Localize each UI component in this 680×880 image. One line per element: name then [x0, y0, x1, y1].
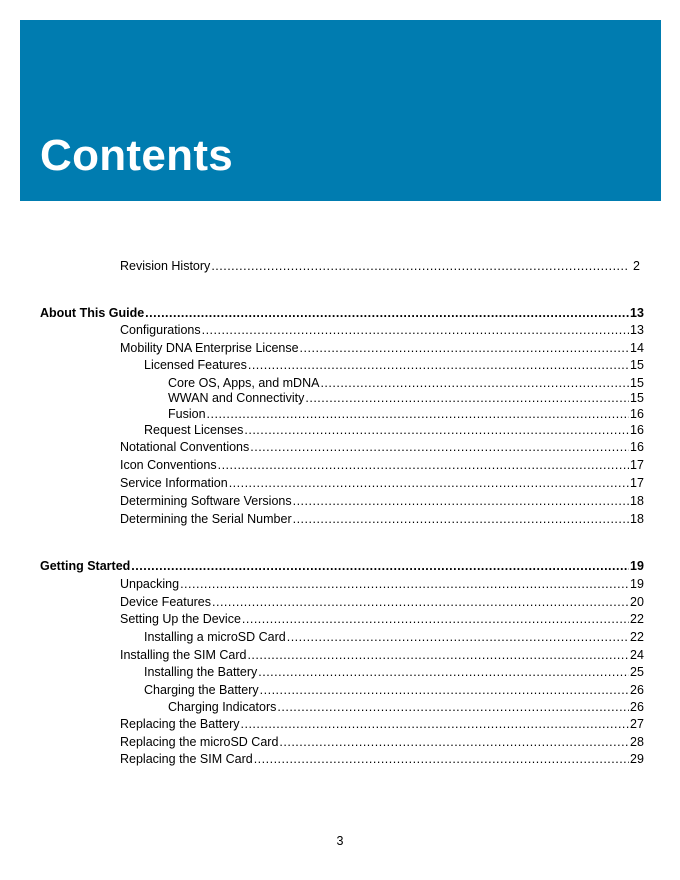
toc-leader	[145, 306, 629, 321]
toc-entry-installing-battery[interactable]	[144, 664, 644, 680]
toc-entry-configurations[interactable]	[120, 322, 644, 338]
toc-leader	[180, 577, 629, 592]
toc-entry-core-os-apps-mdna[interactable]	[168, 375, 644, 391]
toc-leader	[244, 423, 629, 438]
toc-leader	[247, 648, 629, 663]
toc-entry-service-information[interactable]	[120, 475, 644, 491]
toc-entry-installing-microsd[interactable]	[144, 629, 644, 645]
toc-leader	[250, 440, 629, 455]
toc-leader	[277, 700, 629, 715]
toc-leader	[248, 358, 629, 373]
toc-leader	[242, 612, 629, 627]
toc-leader	[258, 665, 629, 680]
toc-entry-page: 16	[630, 440, 644, 454]
toc-entry-fusion[interactable]	[168, 406, 644, 422]
toc-entry-page: 29	[630, 752, 644, 766]
page-number: 3	[336, 834, 344, 848]
toc-entry-page: 2	[633, 259, 640, 273]
toc-chapter-page: 13	[630, 306, 644, 320]
toc-leader	[279, 735, 629, 750]
toc-entry-title: Service Information	[120, 476, 228, 490]
toc-entry-title: WWAN and Connectivity	[168, 391, 305, 405]
toc-entry-revision-history[interactable]	[120, 258, 640, 274]
toc-leader	[305, 391, 629, 406]
toc-entry-page: 22	[630, 612, 644, 626]
toc-entry-title: Replacing the microSD Card	[120, 735, 279, 749]
toc-entry-page: 28	[630, 735, 644, 749]
toc-entry-page: 15	[630, 391, 644, 405]
toc-leader	[202, 323, 629, 338]
toc-entry-page: 15	[630, 376, 644, 390]
toc-leader	[293, 512, 629, 527]
toc-entry-title: Device Features	[120, 595, 212, 609]
toc-entry-replacing-sim[interactable]	[120, 751, 644, 767]
toc-entry-title: Replacing the SIM Card	[120, 752, 253, 766]
toc-chapter-getting-started[interactable]	[40, 558, 644, 574]
toc-leader	[293, 494, 629, 509]
toc-entry-charging-battery[interactable]	[144, 682, 644, 698]
toc-entry-page: 15	[630, 358, 644, 372]
toc-entry-serial-number[interactable]	[120, 511, 644, 527]
toc-entry-page: 26	[630, 683, 644, 697]
toc-leader	[254, 752, 629, 767]
toc-leader	[287, 630, 629, 645]
toc-entry-charging-indicators[interactable]	[168, 699, 644, 715]
toc-leader	[229, 476, 629, 491]
toc-entry-page: 25	[630, 665, 644, 679]
toc-chapter-about-this-guide[interactable]	[40, 305, 644, 321]
toc-entry-installing-sim[interactable]	[120, 647, 644, 663]
toc-entry-title: Installing a microSD Card	[144, 630, 286, 644]
toc-entry-software-versions[interactable]	[120, 493, 644, 509]
toc-entry-replacing-microsd[interactable]	[120, 734, 644, 750]
toc-leader	[300, 341, 629, 356]
toc-entry-page: 20	[630, 595, 644, 609]
toc-entry-title: Fusion	[168, 407, 206, 421]
toc-entry-title: Installing the SIM Card	[120, 648, 247, 662]
toc-entry-title: Mobility DNA Enterprise License	[120, 341, 299, 355]
toc-entry-title: Notational Conventions	[120, 440, 250, 454]
toc-entry-page: 16	[630, 423, 644, 437]
toc-chapter-title: Getting Started	[40, 559, 131, 573]
toc-entry-notational-conventions[interactable]	[120, 439, 644, 455]
toc-leader	[207, 407, 629, 422]
toc-entry-page: 22	[630, 630, 644, 644]
toc-entry-page: 18	[630, 512, 644, 526]
toc-leader	[260, 683, 629, 698]
toc-entry-title: Setting Up the Device	[120, 612, 241, 626]
toc-entry-wwan-connectivity[interactable]	[168, 390, 644, 406]
toc-entry-icon-conventions[interactable]	[120, 457, 644, 473]
header-banner	[20, 20, 661, 201]
toc-entry-page: 13	[630, 323, 644, 337]
toc-entry-setting-up-device[interactable]	[120, 611, 644, 627]
toc-leader	[241, 717, 629, 732]
toc-entry-title: Unpacking	[120, 577, 180, 591]
toc-entry-licensed-features[interactable]	[144, 357, 644, 373]
toc-leader	[320, 376, 629, 391]
page-title: Contents	[40, 131, 234, 180]
toc-entry-mobility-dna-license[interactable]	[120, 340, 644, 356]
toc-entry-page: 26	[630, 700, 644, 714]
toc-entry-title: Determining Software Versions	[120, 494, 292, 508]
toc-chapter-page: 19	[630, 559, 644, 573]
toc-entry-page: 17	[630, 476, 644, 490]
toc-entry-page: 17	[630, 458, 644, 472]
toc-chapter-title: About This Guide	[40, 306, 145, 320]
toc-entry-replacing-battery[interactable]	[120, 716, 644, 732]
toc-leader	[131, 559, 629, 574]
toc-leader	[211, 259, 629, 274]
toc-entry-title: Installing the Battery	[144, 665, 258, 679]
toc-entry-title: Determining the Serial Number	[120, 512, 292, 526]
toc-leader	[212, 595, 629, 610]
toc-entry-page: 24	[630, 648, 644, 662]
toc-entry-title: Configurations	[120, 323, 201, 337]
toc-entry-title: Licensed Features	[144, 358, 247, 372]
toc-entry-title: Charging Indicators	[168, 700, 277, 714]
toc-entry-page: 27	[630, 717, 644, 731]
toc-entry-title: Charging the Battery	[144, 683, 259, 697]
toc-entry-page: 14	[630, 341, 644, 355]
toc-entry-page: 18	[630, 494, 644, 508]
toc-entry-unpacking[interactable]	[120, 576, 644, 592]
toc-entry-title: Replacing the Battery	[120, 717, 240, 731]
toc-entry-page: 16	[630, 407, 644, 421]
toc-entry-title: Icon Conventions	[120, 458, 217, 472]
toc-entry-request-licenses[interactable]	[144, 422, 644, 438]
toc-entry-title: Request Licenses	[144, 423, 244, 437]
toc-entry-title: Revision History	[120, 259, 211, 273]
toc-entry-title: Core OS, Apps, and mDNA	[168, 376, 320, 390]
toc-entry-device-features[interactable]	[120, 594, 644, 610]
toc-entry-page: 19	[630, 577, 644, 591]
toc-leader	[218, 458, 629, 473]
